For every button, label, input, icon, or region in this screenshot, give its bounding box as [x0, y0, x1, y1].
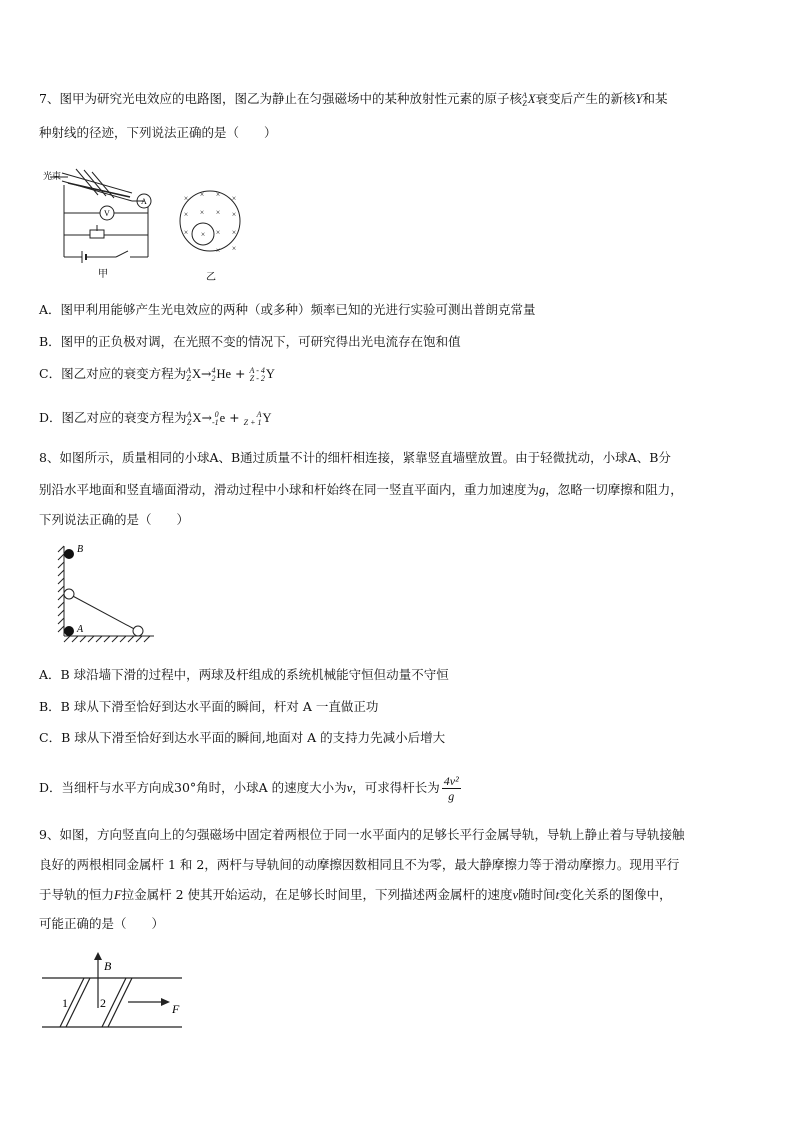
nucleus-AZX: A Z X: [521, 91, 536, 109]
ball-b: [64, 549, 74, 559]
q9-stem-line4: 可能正确的是（ ）: [39, 916, 165, 931]
svg-text:×: ×: [183, 210, 189, 219]
svg-text:×: ×: [199, 208, 205, 217]
q8-stem-line1: 8、如图所示，质量相同的小球A、B通过质量不计的细杆相连接，紧靠竖直墙壁放置。由于轻微扰动，小球A、B分: [39, 450, 671, 465]
q7-option-c: C．图乙对应的衰变方程为 A Z X→ 4 2 He + A - 4 Z - 2 Y: [39, 366, 275, 384]
q7-option-d: D．图乙对应的衰变方程为 A Z X→ 0 -1 e + A Z + 1 Y: [39, 410, 272, 428]
q8-figure-wall-rod: [50, 540, 160, 645]
q9-figure-rails: [40, 950, 200, 1035]
svg-text:×: ×: [215, 190, 221, 199]
fig-yi-caption: 乙: [206, 272, 216, 283]
q8-option-c: C．B 球从下滑至恰好到达水平面的瞬间,地面对 A 的支持力先减小后增大: [39, 730, 446, 745]
q8-option-d: D．当细杆与水平方向成30°角时，小球A 的速度大小为v，可求得杆长为 $\frac{\text{4v²}}{g}$: [39, 774, 459, 803]
q7-option-a: A．图甲利用能够产生光电效应的两种（或多种）频率已知的光进行实验可测出普朗克常量: [39, 302, 536, 317]
svg-text:×: ×: [231, 244, 237, 253]
q7-figure-jia: [40, 165, 160, 280]
q7-figure-yi: [172, 183, 247, 283]
svg-text:×: ×: [215, 228, 221, 237]
svg-text:×: ×: [215, 208, 221, 217]
label-light-beam: 光束: [43, 171, 62, 181]
q7-stem-line1: 7、图甲为研究光电效应的电路图，图乙为静止在匀强磁场中的某种放射性元素的原子核 A Z X衰变后产生的新核Y和某: [39, 91, 668, 109]
q8-stem-line2: 别沿水平地面和竖直墙面滑动，滑动过程中小球和杆始终在同一竖直平面内，重力加速度为g，忽略一切摩擦和阻力，: [39, 482, 683, 497]
q8-stem-line3: 下列说法正确的是（ ）: [39, 512, 190, 527]
label-b: B: [77, 544, 84, 555]
q9-stem-line1: 9、如图，方向竖直向上的匀强磁场中固定着两根位于同一水平面内的足够长平行金属导轨，导轨上静止着与导轨接触: [39, 827, 685, 842]
svg-text:×: ×: [215, 246, 221, 255]
ball-a: [64, 626, 74, 636]
label-b-field: B: [104, 959, 112, 973]
svg-text:×: ×: [231, 228, 237, 237]
fraction-4v2-over-g: $\frac{\text{4v²}}{g}$: [443, 774, 459, 803]
label-rod-2: 2: [100, 996, 106, 1010]
q7-stem-line2: 种射线的径迹，下列说法正确的是（ ）: [39, 125, 277, 140]
q8-option-a: A．B 球沿墙下滑的过程中，两球及杆组成的系统机械能守恒但动量不守恒: [39, 667, 449, 682]
q8-option-b: B．B 球从下滑至恰好到达水平面的瞬间，杆对 A 一直做正功: [39, 699, 379, 714]
label-force-f: F: [172, 1002, 180, 1016]
q9-stem-line3: 于导轨的恒力F拉金属杆 2 使其开始运动，在足够长时间里，下列描述两金属杆的速度v随时间t变化关系的图像中，: [39, 887, 672, 902]
svg-text:×: ×: [183, 194, 189, 203]
ammeter-label: A: [141, 197, 147, 206]
svg-text:×: ×: [199, 190, 205, 199]
q7-option-b: B．图甲的正负极对调，在光照不变的情况下，可研究得出光电流存在饱和值: [39, 334, 461, 349]
svg-text:×: ×: [200, 230, 206, 239]
svg-text:×: ×: [183, 228, 189, 237]
q9-stem-line2: 良好的两根相同金属杆 1 和 2，两杆与导轨间的动摩擦因数相同且不为零，最大静摩擦力等于滑动摩擦力。现用平行: [39, 857, 680, 872]
fig-jia-caption: 甲: [98, 269, 108, 280]
svg-text:×: ×: [231, 210, 237, 219]
label-a: A: [77, 624, 84, 635]
voltmeter-label: V: [104, 209, 110, 218]
label-rod-1: 1: [62, 996, 68, 1010]
svg-text:×: ×: [231, 194, 237, 203]
